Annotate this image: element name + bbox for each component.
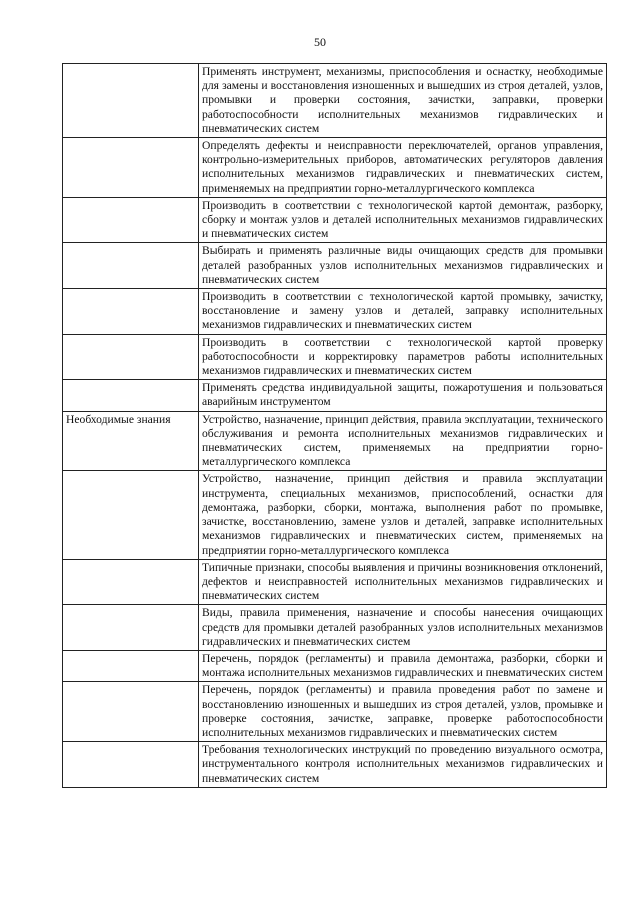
table-row — [63, 411, 607, 471]
knowledge-item: Устройство, назначение, принцип действия и правила эксплуатации инструмента, специальных механизмов, приспособлений, оснастки для демонтажа, разборки, сборки, монтажа, выполнения работ по промывке, зачистке, восстановлению, замене узлов и деталей, заправке исполнительных механизмов гидравлических и пневматических систем, применяемых на предприятии горно-металлургического комплекса — [199, 471, 607, 559]
skill-item: Применять инструмент, механизмы, приспособления и оснастку, необходимые для замены и восстановления изношенных и вышедших из строя деталей, узлов, промывки и проверки состояния, зачистки, заправки, проверки работоспособности исполнительных механизмов гидравлических и пневматических систем — [199, 64, 607, 138]
table-row — [63, 605, 607, 651]
skill-item: Производить в соответствии с технологической картой демонтаж, разборку, сборку и монтаж узлов и деталей исполнительных механизмов гидравлических и пневматических систем — [199, 197, 607, 243]
requirements-table — [62, 63, 607, 788]
skill-item: Производить в соответствии с технологической картой проверку работоспособности и корректировку параметров работы исполнительных механизмов гидравлических и пневматических систем — [199, 334, 607, 380]
table-row — [63, 380, 607, 411]
skill-item: Определять дефекты и неисправности переключателей, органов управления, контрольно-измерительных приборов, автоматических регуляторов давления исполнительных механизмов гидравлических и пневматических систем, применяемых на предприятии горно-металлургического комплекса — [199, 138, 607, 198]
table-row — [63, 650, 607, 681]
skill-item: Производить в соответствии с технологической картой промывку, зачистку, восстановление и замену узлов и деталей, заправку исполнительных механизмов гидравлических и пневматических систем — [199, 289, 607, 335]
table-row — [63, 334, 607, 380]
skill-item: Применять средства индивидуальной защиты, пожаротушения и пользоваться аварийным инструментом — [199, 380, 607, 411]
knowledge-item: Перечень, порядок (регламенты) и правила демонтажа, разборки, сборки и монтажа исполнительных механизмов гидравлических и пневматических систем — [199, 650, 607, 681]
section-label-skills — [63, 64, 199, 138]
table-row — [63, 289, 607, 335]
skill-item: Выбирать и применять различные виды очищающих средств для промывки деталей разобранных узлов исполнительных механизмов гидравлических и пневматических систем — [199, 243, 607, 289]
table-row — [63, 682, 607, 742]
table-row — [63, 471, 607, 559]
knowledge-item: Требования технологических инструкций по проведению визуального осмотра, инструментального контроля исполнительных механизмов гидравлических и пневматических систем — [199, 742, 607, 788]
table-row — [63, 243, 607, 289]
section-label-knowledge: Необходимые знания — [63, 411, 199, 471]
page-number: 50 — [314, 35, 326, 49]
table-row — [63, 197, 607, 243]
knowledge-item: Виды, правила применения, назначение и способы нанесения очищающих средств для промывки деталей разобранных узлов исполнительных механизмов гидравлических и пневматических систем — [199, 605, 607, 651]
table-row — [63, 138, 607, 198]
knowledge-item: Перечень, порядок (регламенты) и правила проведения работ по замене и восстановлению изношенных и вышедших из строя деталей, узлов, промывке и проверке состояния, зачистке, заправке, проверке работоспособности исполнительных механизмов гидравлических и пневматических систем — [199, 682, 607, 742]
table-row — [63, 742, 607, 788]
knowledge-item: Устройство, назначение, принцип действия, правила эксплуатации, технического обслуживания и ремонта исполнительных механизмов гидравлических и пневматических систем, применяемых на предприятии горно-металлургического комплекса — [199, 411, 607, 471]
table-row — [63, 559, 607, 605]
table-row — [63, 64, 607, 138]
knowledge-item: Типичные признаки, способы выявления и причины возникновения отклонений, дефектов и неисправностей исполнительных механизмов гидравлических и пневматических систем — [199, 559, 607, 605]
